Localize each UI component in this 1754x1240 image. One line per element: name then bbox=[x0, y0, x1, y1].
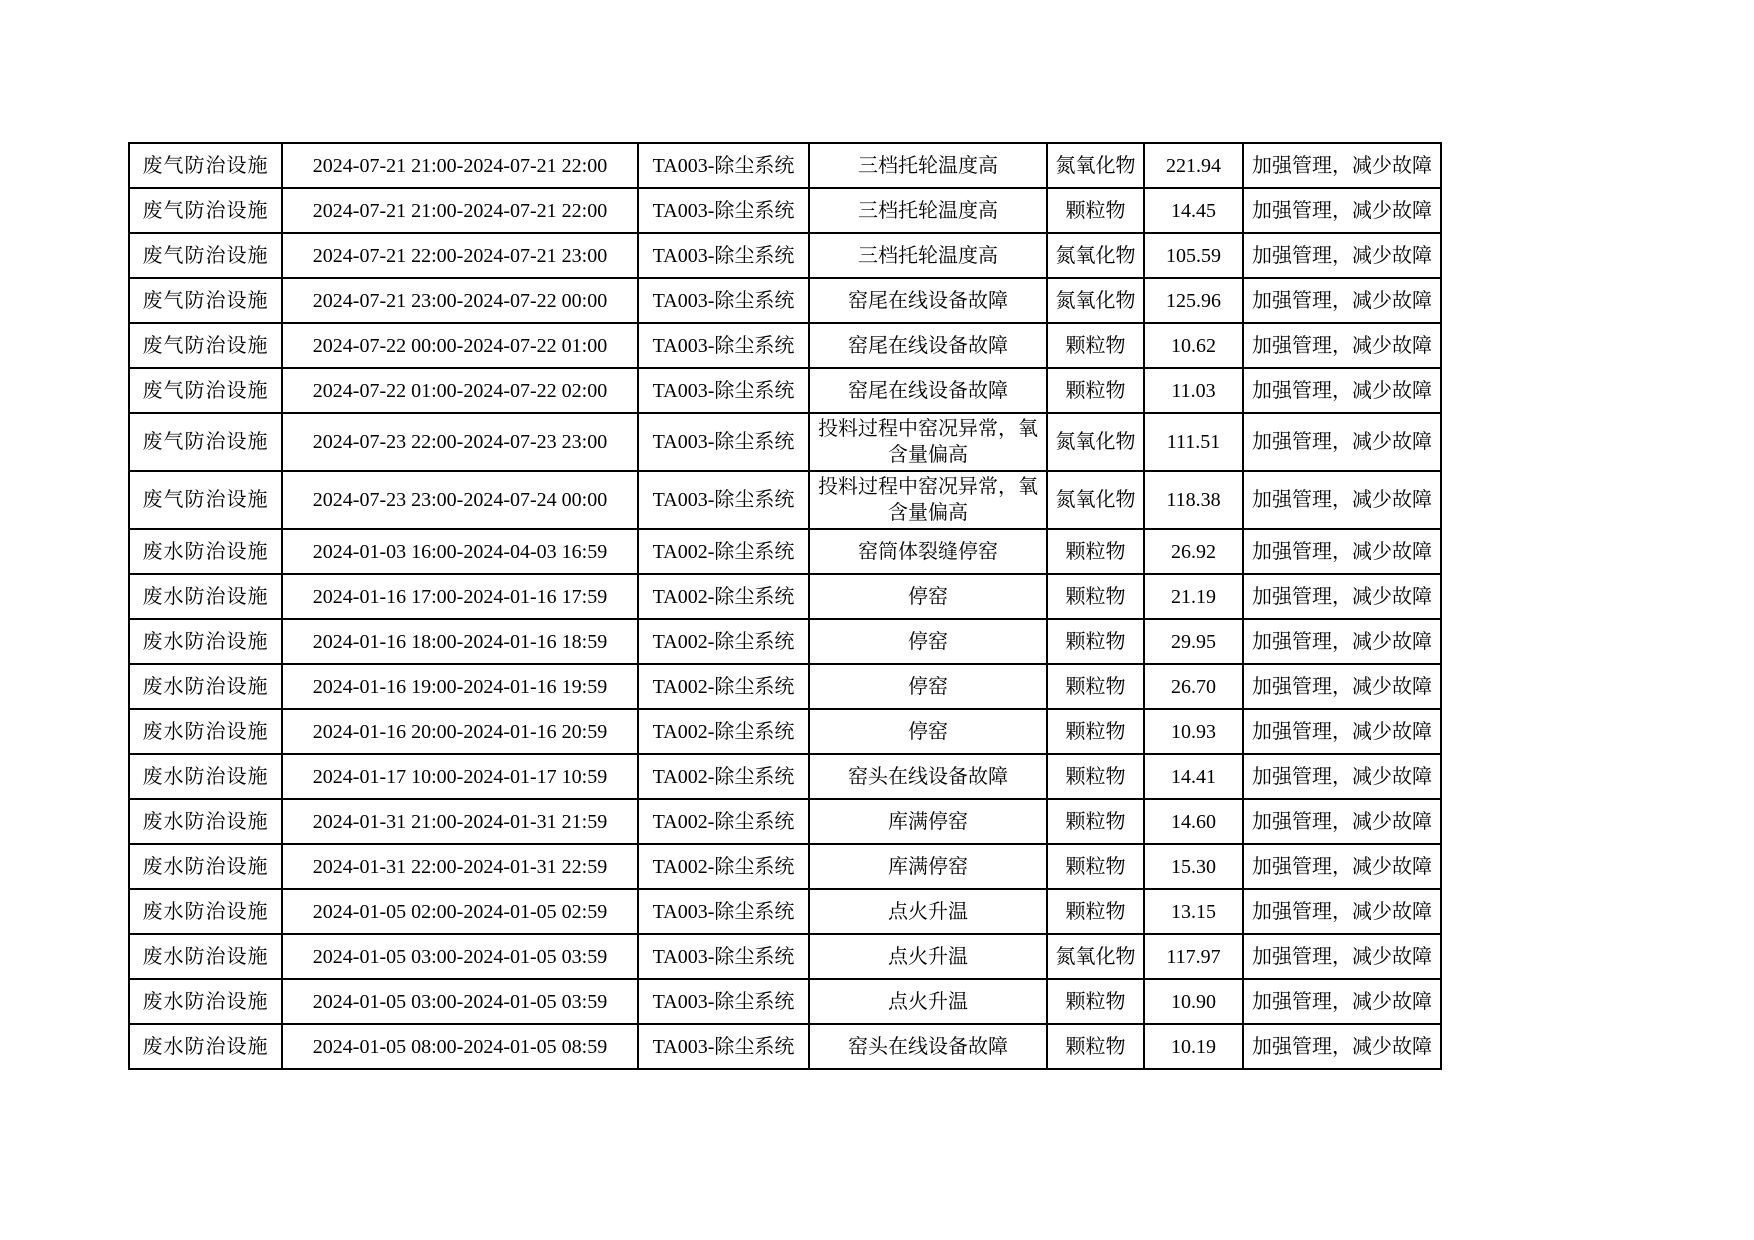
table-row bbox=[129, 529, 1441, 574]
time-range-cell: 2024-01-03 16:00-2024-04-03 16:59 bbox=[282, 529, 638, 574]
reason-cell: 三档托轮温度高 bbox=[809, 143, 1047, 188]
facility-cell: 废气防治设施 bbox=[129, 143, 282, 188]
pollutant-cell: 氮氧化物 bbox=[1047, 413, 1144, 471]
table-row bbox=[129, 979, 1441, 1024]
value-cell: 118.38 bbox=[1144, 471, 1243, 529]
measure-cell: 加强管理，减少故障 bbox=[1243, 664, 1441, 709]
measure-cell: 加强管理，减少故障 bbox=[1243, 368, 1441, 413]
system-cell: TA003-除尘系统 bbox=[638, 979, 809, 1024]
table-row bbox=[129, 844, 1441, 889]
table-row bbox=[129, 1024, 1441, 1069]
facility-cell: 废水防治设施 bbox=[129, 619, 282, 664]
time-range-cell: 2024-01-05 02:00-2024-01-05 02:59 bbox=[282, 889, 638, 934]
reason-cell: 三档托轮温度高 bbox=[809, 188, 1047, 233]
value-cell: 105.59 bbox=[1144, 233, 1243, 278]
value-cell: 14.60 bbox=[1144, 799, 1243, 844]
exceedance-records-table bbox=[128, 142, 1442, 1070]
reason-cell: 停窑 bbox=[809, 709, 1047, 754]
system-cell: TA002-除尘系统 bbox=[638, 754, 809, 799]
facility-cell: 废气防治设施 bbox=[129, 233, 282, 278]
table-row bbox=[129, 323, 1441, 368]
measure-cell: 加强管理，减少故障 bbox=[1243, 471, 1441, 529]
reason-cell: 点火升温 bbox=[809, 934, 1047, 979]
value-cell: 29.95 bbox=[1144, 619, 1243, 664]
time-range-cell: 2024-01-31 22:00-2024-01-31 22:59 bbox=[282, 844, 638, 889]
facility-cell: 废水防治设施 bbox=[129, 934, 282, 979]
pollutant-cell: 颗粒物 bbox=[1047, 754, 1144, 799]
reason-cell: 停窑 bbox=[809, 664, 1047, 709]
pollutant-cell: 颗粒物 bbox=[1047, 979, 1144, 1024]
value-cell: 117.97 bbox=[1144, 934, 1243, 979]
time-range-cell: 2024-01-16 20:00-2024-01-16 20:59 bbox=[282, 709, 638, 754]
system-cell: TA002-除尘系统 bbox=[638, 709, 809, 754]
facility-cell: 废水防治设施 bbox=[129, 754, 282, 799]
value-cell: 125.96 bbox=[1144, 278, 1243, 323]
pollutant-cell: 颗粒物 bbox=[1047, 368, 1144, 413]
time-range-cell: 2024-07-21 23:00-2024-07-22 00:00 bbox=[282, 278, 638, 323]
time-range-cell: 2024-07-23 23:00-2024-07-24 00:00 bbox=[282, 471, 638, 529]
system-cell: TA003-除尘系统 bbox=[638, 889, 809, 934]
table-row bbox=[129, 143, 1441, 188]
value-cell: 15.30 bbox=[1144, 844, 1243, 889]
table-row bbox=[129, 574, 1441, 619]
system-cell: TA003-除尘系统 bbox=[638, 188, 809, 233]
time-range-cell: 2024-01-05 08:00-2024-01-05 08:59 bbox=[282, 1024, 638, 1069]
system-cell: TA003-除尘系统 bbox=[638, 278, 809, 323]
reason-cell: 投料过程中窑况异常，氧含量偏高 bbox=[809, 413, 1047, 471]
reason-cell: 窑尾在线设备故障 bbox=[809, 278, 1047, 323]
measure-cell: 加强管理，减少故障 bbox=[1243, 529, 1441, 574]
facility-cell: 废气防治设施 bbox=[129, 278, 282, 323]
pollutant-cell: 颗粒物 bbox=[1047, 1024, 1144, 1069]
measure-cell: 加强管理，减少故障 bbox=[1243, 278, 1441, 323]
pollutant-cell: 氮氧化物 bbox=[1047, 278, 1144, 323]
facility-cell: 废水防治设施 bbox=[129, 709, 282, 754]
value-cell: 221.94 bbox=[1144, 143, 1243, 188]
reason-cell: 停窑 bbox=[809, 574, 1047, 619]
time-range-cell: 2024-07-22 00:00-2024-07-22 01:00 bbox=[282, 323, 638, 368]
table-row bbox=[129, 889, 1441, 934]
measure-cell: 加强管理，减少故障 bbox=[1243, 844, 1441, 889]
measure-cell: 加强管理，减少故障 bbox=[1243, 934, 1441, 979]
facility-cell: 废气防治设施 bbox=[129, 413, 282, 471]
system-cell: TA003-除尘系统 bbox=[638, 143, 809, 188]
value-cell: 14.45 bbox=[1144, 188, 1243, 233]
reason-cell: 点火升温 bbox=[809, 889, 1047, 934]
pollutant-cell: 氮氧化物 bbox=[1047, 934, 1144, 979]
table-row bbox=[129, 619, 1441, 664]
system-cell: TA002-除尘系统 bbox=[638, 799, 809, 844]
reason-cell: 投料过程中窑况异常，氧含量偏高 bbox=[809, 471, 1047, 529]
time-range-cell: 2024-07-22 01:00-2024-07-22 02:00 bbox=[282, 368, 638, 413]
facility-cell: 废气防治设施 bbox=[129, 471, 282, 529]
table-row bbox=[129, 799, 1441, 844]
time-range-cell: 2024-07-21 22:00-2024-07-21 23:00 bbox=[282, 233, 638, 278]
pollutant-cell: 颗粒物 bbox=[1047, 619, 1144, 664]
system-cell: TA002-除尘系统 bbox=[638, 529, 809, 574]
system-cell: TA003-除尘系统 bbox=[638, 934, 809, 979]
value-cell: 21.19 bbox=[1144, 574, 1243, 619]
measure-cell: 加强管理，减少故障 bbox=[1243, 323, 1441, 368]
system-cell: TA003-除尘系统 bbox=[638, 413, 809, 471]
system-cell: TA002-除尘系统 bbox=[638, 844, 809, 889]
reason-cell: 窑头在线设备故障 bbox=[809, 754, 1047, 799]
time-range-cell: 2024-07-23 22:00-2024-07-23 23:00 bbox=[282, 413, 638, 471]
measure-cell: 加强管理，减少故障 bbox=[1243, 143, 1441, 188]
pollutant-cell: 颗粒物 bbox=[1047, 844, 1144, 889]
facility-cell: 废水防治设施 bbox=[129, 844, 282, 889]
pollutant-cell: 颗粒物 bbox=[1047, 664, 1144, 709]
measure-cell: 加强管理，减少故障 bbox=[1243, 754, 1441, 799]
value-cell: 10.90 bbox=[1144, 979, 1243, 1024]
measure-cell: 加强管理，减少故障 bbox=[1243, 413, 1441, 471]
time-range-cell: 2024-01-05 03:00-2024-01-05 03:59 bbox=[282, 979, 638, 1024]
pollutant-cell: 颗粒物 bbox=[1047, 529, 1144, 574]
table-row bbox=[129, 754, 1441, 799]
value-cell: 111.51 bbox=[1144, 413, 1243, 471]
table-row bbox=[129, 188, 1441, 233]
value-cell: 14.41 bbox=[1144, 754, 1243, 799]
pollutant-cell: 颗粒物 bbox=[1047, 188, 1144, 233]
reason-cell: 库满停窑 bbox=[809, 844, 1047, 889]
value-cell: 13.15 bbox=[1144, 889, 1243, 934]
facility-cell: 废水防治设施 bbox=[129, 1024, 282, 1069]
table-row bbox=[129, 934, 1441, 979]
measure-cell: 加强管理，减少故障 bbox=[1243, 1024, 1441, 1069]
time-range-cell: 2024-07-21 21:00-2024-07-21 22:00 bbox=[282, 188, 638, 233]
value-cell: 10.93 bbox=[1144, 709, 1243, 754]
system-cell: TA003-除尘系统 bbox=[638, 233, 809, 278]
time-range-cell: 2024-01-16 19:00-2024-01-16 19:59 bbox=[282, 664, 638, 709]
measure-cell: 加强管理，减少故障 bbox=[1243, 889, 1441, 934]
table-row bbox=[129, 471, 1441, 529]
pollutant-cell: 颗粒物 bbox=[1047, 709, 1144, 754]
measure-cell: 加强管理，减少故障 bbox=[1243, 233, 1441, 278]
value-cell: 11.03 bbox=[1144, 368, 1243, 413]
facility-cell: 废水防治设施 bbox=[129, 664, 282, 709]
pollutant-cell: 氮氧化物 bbox=[1047, 143, 1144, 188]
time-range-cell: 2024-01-16 18:00-2024-01-16 18:59 bbox=[282, 619, 638, 664]
pollutant-cell: 颗粒物 bbox=[1047, 799, 1144, 844]
reason-cell: 三档托轮温度高 bbox=[809, 233, 1047, 278]
facility-cell: 废水防治设施 bbox=[129, 889, 282, 934]
table-row bbox=[129, 233, 1441, 278]
time-range-cell: 2024-01-17 10:00-2024-01-17 10:59 bbox=[282, 754, 638, 799]
value-cell: 10.19 bbox=[1144, 1024, 1243, 1069]
system-cell: TA002-除尘系统 bbox=[638, 574, 809, 619]
facility-cell: 废水防治设施 bbox=[129, 799, 282, 844]
pollutant-cell: 颗粒物 bbox=[1047, 889, 1144, 934]
measure-cell: 加强管理，减少故障 bbox=[1243, 619, 1441, 664]
table-body bbox=[129, 143, 1441, 1069]
time-range-cell: 2024-07-21 21:00-2024-07-21 22:00 bbox=[282, 143, 638, 188]
facility-cell: 废气防治设施 bbox=[129, 368, 282, 413]
facility-cell: 废气防治设施 bbox=[129, 188, 282, 233]
value-cell: 26.70 bbox=[1144, 664, 1243, 709]
measure-cell: 加强管理，减少故障 bbox=[1243, 799, 1441, 844]
value-cell: 26.92 bbox=[1144, 529, 1243, 574]
time-range-cell: 2024-01-31 21:00-2024-01-31 21:59 bbox=[282, 799, 638, 844]
reason-cell: 停窑 bbox=[809, 619, 1047, 664]
table-row bbox=[129, 368, 1441, 413]
reason-cell: 库满停窑 bbox=[809, 799, 1047, 844]
measure-cell: 加强管理，减少故障 bbox=[1243, 979, 1441, 1024]
value-cell: 10.62 bbox=[1144, 323, 1243, 368]
reason-cell: 窑筒体裂缝停窑 bbox=[809, 529, 1047, 574]
system-cell: TA003-除尘系统 bbox=[638, 1024, 809, 1069]
measure-cell: 加强管理，减少故障 bbox=[1243, 709, 1441, 754]
time-range-cell: 2024-01-05 03:00-2024-01-05 03:59 bbox=[282, 934, 638, 979]
system-cell: TA003-除尘系统 bbox=[638, 368, 809, 413]
table-row bbox=[129, 278, 1441, 323]
measure-cell: 加强管理，减少故障 bbox=[1243, 574, 1441, 619]
system-cell: TA002-除尘系统 bbox=[638, 664, 809, 709]
reason-cell: 窑尾在线设备故障 bbox=[809, 368, 1047, 413]
table-row bbox=[129, 413, 1441, 471]
system-cell: TA003-除尘系统 bbox=[638, 471, 809, 529]
pollutant-cell: 氮氧化物 bbox=[1047, 233, 1144, 278]
time-range-cell: 2024-01-16 17:00-2024-01-16 17:59 bbox=[282, 574, 638, 619]
reason-cell: 点火升温 bbox=[809, 979, 1047, 1024]
facility-cell: 废水防治设施 bbox=[129, 529, 282, 574]
table-row bbox=[129, 709, 1441, 754]
table-row bbox=[129, 664, 1441, 709]
system-cell: TA003-除尘系统 bbox=[638, 323, 809, 368]
pollutant-cell: 颗粒物 bbox=[1047, 323, 1144, 368]
facility-cell: 废水防治设施 bbox=[129, 979, 282, 1024]
pollutant-cell: 颗粒物 bbox=[1047, 574, 1144, 619]
measure-cell: 加强管理，减少故障 bbox=[1243, 188, 1441, 233]
pollutant-cell: 氮氧化物 bbox=[1047, 471, 1144, 529]
facility-cell: 废气防治设施 bbox=[129, 323, 282, 368]
system-cell: TA002-除尘系统 bbox=[638, 619, 809, 664]
reason-cell: 窑尾在线设备故障 bbox=[809, 323, 1047, 368]
reason-cell: 窑头在线设备故障 bbox=[809, 1024, 1047, 1069]
facility-cell: 废水防治设施 bbox=[129, 574, 282, 619]
